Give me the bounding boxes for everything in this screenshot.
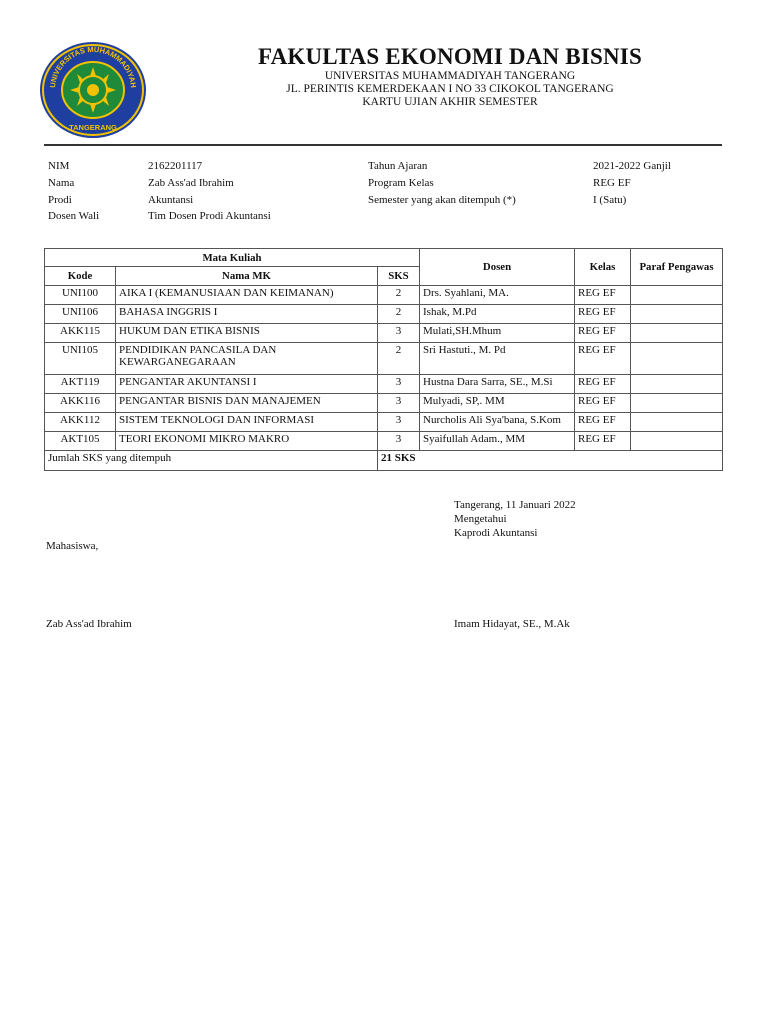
header-nama-mk: Nama MK	[116, 267, 378, 286]
table-row	[45, 432, 723, 451]
cell-nama-mk: PENGANTAR BISNIS DAN MANAJEMEN	[116, 394, 378, 413]
cell-kelas: REG EF	[575, 394, 631, 413]
cell-sks: 3	[378, 432, 420, 451]
cell-paraf	[631, 394, 723, 413]
cell-dosen: Nurcholis Ali Sya'bana, S.Kom	[420, 413, 575, 432]
info-label-nama: Nama	[48, 177, 75, 189]
cell-kelas: REG EF	[575, 324, 631, 343]
cell-nama-mk: TEORI EKONOMI MIKRO MAKRO	[116, 432, 378, 451]
info-label-prodi: Prodi	[48, 194, 72, 206]
header-kode: Kode	[45, 267, 116, 286]
cell-dosen: Mulati,SH.Mhum	[420, 324, 575, 343]
cell-nama-mk: HUKUM DAN ETIKA BISNIS	[116, 324, 378, 343]
university-address: JL. PERINTIS KEMERDEKAAN I NO 33 CIKOKOL TANGERANG	[286, 83, 614, 95]
cell-paraf	[631, 375, 723, 394]
cell-paraf	[631, 343, 723, 375]
cell-kelas: REG EF	[575, 286, 631, 305]
info-value-nama: Zab Ass'ad Ibrahim	[148, 177, 234, 189]
cell-kelas: REG EF	[575, 413, 631, 432]
signature-known-by: Mengetahui	[454, 513, 507, 525]
info-value-tahun-ajaran: 2021-2022 Ganjil	[593, 160, 671, 172]
cell-kelas: REG EF	[575, 343, 631, 375]
cell-kode: UNI106	[45, 305, 116, 324]
info-value-program-kelas: REG EF	[593, 177, 631, 189]
cell-kode: UNI100	[45, 286, 116, 305]
cell-dosen: Mulyadi, SP,. MM	[420, 394, 575, 413]
cell-nama-mk: BAHASA INGGRIS I	[116, 305, 378, 324]
cell-sks: 2	[378, 286, 420, 305]
cell-kode: AKK112	[45, 413, 116, 432]
cell-sks: 3	[378, 413, 420, 432]
cell-kode: AKK116	[45, 394, 116, 413]
cell-paraf	[631, 324, 723, 343]
cell-kode: AKT119	[45, 375, 116, 394]
cell-nama-mk: PENGANTAR AKUNTANSI I	[116, 375, 378, 394]
course-table	[44, 248, 723, 471]
cell-dosen: Syaifullah Adam., MM	[420, 432, 575, 451]
document-type: KARTU UJIAN AKHIR SEMESTER	[362, 96, 538, 108]
info-label-nim: NIM	[48, 160, 70, 172]
table-row	[45, 324, 723, 343]
svg-text:UNIVERSITAS MUHAMMADIYAH: UNIVERSITAS MUHAMMADIYAH	[48, 44, 138, 89]
cell-nama-mk: SISTEM TEKNOLOGI DAN INFORMASI	[116, 413, 378, 432]
info-value-semester: I (Satu)	[593, 194, 627, 206]
cell-nama-mk: PENDIDIKAN PANCASILA DAN KEWARGANEGARAAN	[116, 343, 378, 375]
info-label-dosen-wali: Dosen Wali	[48, 210, 100, 222]
cell-kelas: REG EF	[575, 375, 631, 394]
cell-dosen: Hustna Dara Sarra, SE., M.Si	[420, 375, 575, 394]
university-logo	[38, 40, 148, 140]
header-sks: SKS	[378, 267, 420, 286]
student-label: Mahasiswa,	[46, 540, 99, 552]
faculty-title: FAKULTAS EKONOMI DAN BISNIS	[258, 44, 642, 69]
info-label-program-kelas: Program Kelas	[368, 177, 434, 189]
student-name: Zab Ass'ad Ibrahim	[46, 618, 132, 630]
cell-dosen: Sri Hastuti., M. Pd	[420, 343, 575, 375]
info-value-dosen-wali: Tim Dosen Prodi Akuntansi	[148, 210, 271, 222]
signature-position: Kaprodi Akuntansi	[454, 527, 538, 539]
cell-paraf	[631, 413, 723, 432]
table-row	[45, 343, 723, 375]
cell-dosen: Ishak, M.Pd	[420, 305, 575, 324]
table-row	[45, 413, 723, 432]
cell-paraf	[631, 432, 723, 451]
cell-nama-mk: AIKA I (KEMANUSIAAN DAN KEIMANAN)	[116, 286, 378, 305]
cell-kelas: REG EF	[575, 305, 631, 324]
table-row	[45, 394, 723, 413]
table-row	[45, 305, 723, 324]
info-value-nim: 2162201117	[148, 160, 203, 172]
cell-sks: 3	[378, 375, 420, 394]
header-kelas: Kelas	[575, 249, 631, 286]
cell-sks: 2	[378, 343, 420, 375]
header-divider	[44, 144, 722, 146]
head-name: Imam Hidayat, SE., M.Ak	[454, 618, 570, 630]
cell-paraf	[631, 305, 723, 324]
header-dosen: Dosen	[420, 249, 575, 286]
header-mata-kuliah: Mata Kuliah	[45, 249, 420, 267]
info-label-tahun-ajaran: Tahun Ajaran	[368, 160, 428, 172]
table-row	[45, 375, 723, 394]
info-label-semester: Semester yang akan ditempuh (*)	[368, 194, 516, 206]
cell-kode: AKK115	[45, 324, 116, 343]
cell-kode: UNI105	[45, 343, 116, 375]
total-sks-value: 21 SKS	[378, 451, 723, 471]
cell-kode: AKT105	[45, 432, 116, 451]
cell-dosen: Drs. Syahlani, MA.	[420, 286, 575, 305]
cell-paraf	[631, 286, 723, 305]
university-name: UNIVERSITAS MUHAMMADIYAH TANGERANG	[324, 70, 576, 82]
total-sks-label: Jumlah SKS yang ditempuh	[45, 451, 378, 471]
cell-sks: 3	[378, 324, 420, 343]
cell-sks: 3	[378, 394, 420, 413]
cell-sks: 2	[378, 305, 420, 324]
header-paraf: Paraf Pengawas	[631, 249, 723, 286]
cell-kelas: REG EF	[575, 432, 631, 451]
info-value-prodi: Akuntansi	[148, 194, 194, 206]
signature-place-date: Tangerang, 11 Januari 2022	[454, 499, 576, 511]
svg-text:TANGERANG: TANGERANG	[69, 123, 117, 132]
table-row	[45, 286, 723, 305]
total-row	[45, 451, 723, 471]
